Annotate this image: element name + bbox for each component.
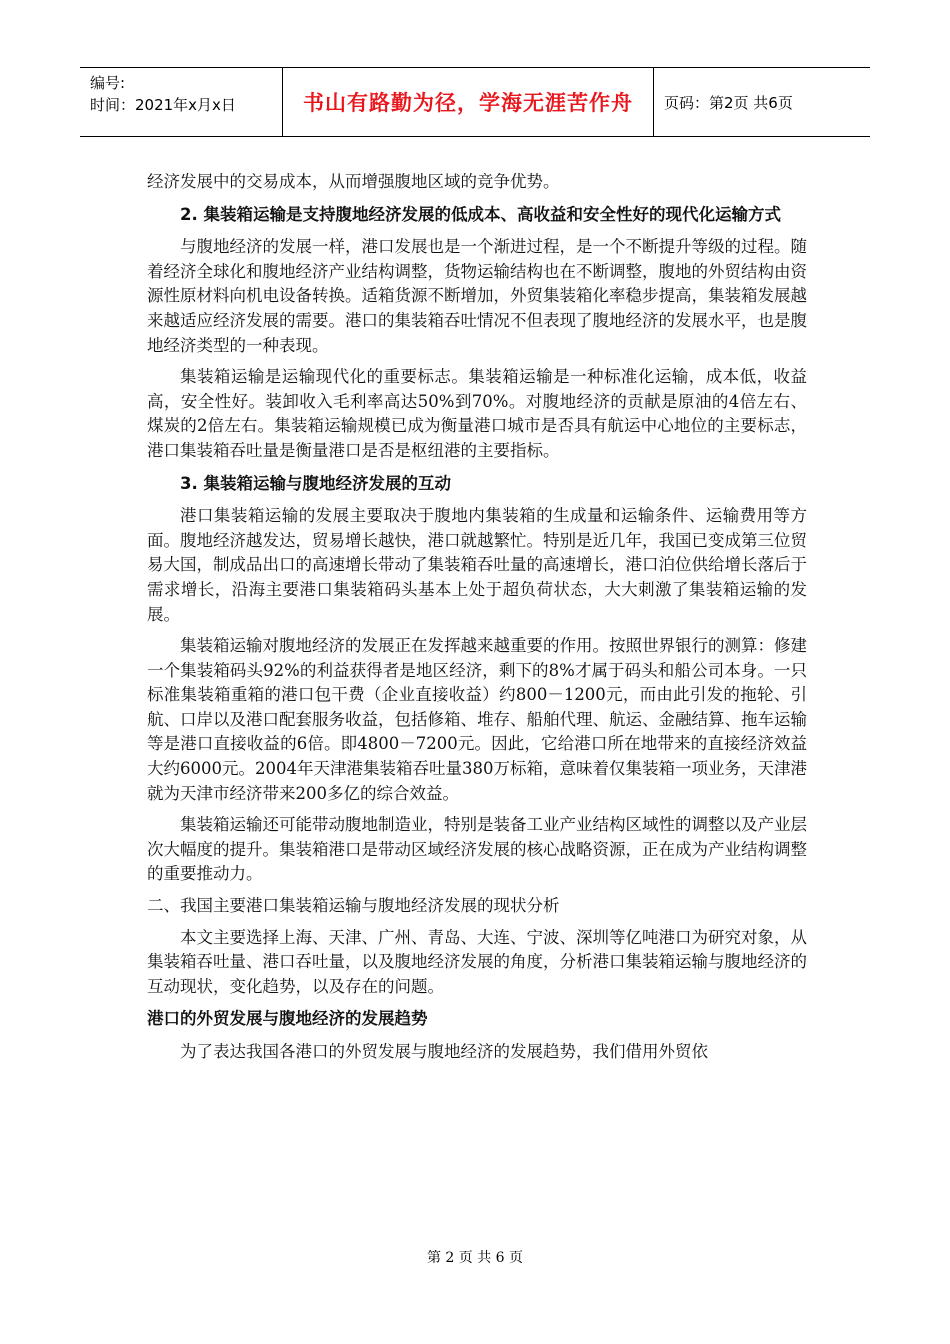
paragraph: 经济发展中的交易成本，从而增强腹地区域的竞争优势。 — [147, 172, 560, 191]
chapter-heading: 二、我国主要港口集装箱运输与腹地经济发展的现状分析 — [147, 896, 560, 916]
header-motto: 书山有路勤为径，学海无涯苦作舟 — [283, 68, 654, 136]
paragraph: 集装箱运输对腹地经济的发展正在发挥越来越重要的作用。按照世界银行的测算：修建一个集装箱码头92%的利益获得者是地区经济，剩下的8%才属于码头和船公司本身。一只标准集装箱重箱的港口包干费（企业直接收益）约800－1200元，而由此引发的拖轮、引航、口岸以及港口配套服务收益，包括修箱、堆存、船舶代理、航运、金融结算、拖车运输等是港口直接收益的6倍。即4800－7200元。因此，它给港口所在地带来的直接经济效益大约6000元。2004年天津港集装箱吞吐量380万标箱，意味着仅集装箱一项业务，天津港就为天津市经济带来200多亿的综合效益。 — [147, 636, 807, 803]
header-meta — [80, 68, 283, 136]
page-footer: 第 2 页 共 6 页 — [426, 1250, 524, 1266]
page-header — [80, 67, 870, 137]
section-heading-3: 3. 集装箱运输与腹地经济发展的互动 — [180, 473, 451, 493]
header-number-label: 编号: — [90, 74, 126, 92]
header-time-label: 时间：2021年x月x日 — [90, 96, 236, 114]
paragraph: 集装箱运输是运输现代化的重要标志。集装箱运输是一种标准化运输，成本低，收益高，安全性好。装卸收入毛利率高达50%到70%。对腹地经济的贡献是原油的4倍左右、煤炭的2倍左右。集装箱运输规模已成为衡量港口城市是否具有航运中心地位的主要标志，港口集装箱吞吐量是衡量港口是否是枢纽港的主要指标。 — [147, 367, 807, 460]
section-heading-2: 2. 集装箱运输是支持腹地经济发展的低成本、高收益和安全性好的现代化运输方式 — [180, 204, 781, 224]
paragraph: 本文主要选择上海、天津、广州、青岛、大连、宁波、深圳等亿吨港口为研究对象，从集装箱吞吐量、港口吞吐量，以及腹地经济发展的角度，分析港口集装箱运输与腹地经济的互动现状，变化趋势，以及存在的问题。 — [147, 927, 807, 996]
subsection-heading: 港口的外贸发展与腹地经济的发展趋势 — [147, 1009, 428, 1029]
paragraph: 集装箱运输还可能带动腹地制造业，特别是装备工业产业结构区域性的调整以及产业层次大幅度的提升。集装箱港口是带动区域经济发展的核心战略资源，正在成为产业结构调整的重要推动力。 — [147, 815, 807, 884]
paragraph: 为了表达我国各港口的外贸发展与腹地经济的发展趋势，我们借用外贸依 — [180, 1042, 708, 1061]
document-body — [147, 170, 807, 1072]
header-page-info: 页码：第2页 共6页 — [664, 93, 793, 112]
paragraph: 港口集装箱运输的发展主要取决于腹地内集装箱的生成量和运输条件、运输费用等方面。腹地经济越发达，贸易增长越快，港口就越繁忙。特别是近几年，我国已变成第三位贸易大国，制成品出口的高速增长带动了集装箱吞吐量的高速增长，港口泊位供给增长落后于需求增长，沿海主要港口集装箱码头基本上处于超负荷状态，大大刺激了集装箱运输的发展。 — [147, 506, 807, 624]
paragraph: 与腹地经济的发展一样，港口发展也是一个渐进过程，是一个不断提升等级的过程。随着经济全球化和腹地经济产业结构调整，货物运输结构也在不断调整，腹地的外贸结构由资源性原材料向机电设备转换。适箱货源不断增加，外贸集装箱化率稳步提高，集装箱发展越来越适应经济发展的需要。港口的集装箱吞吐情况不但表现了腹地经济的发展水平，也是腹地经济类型的一种表现。 — [147, 237, 807, 355]
